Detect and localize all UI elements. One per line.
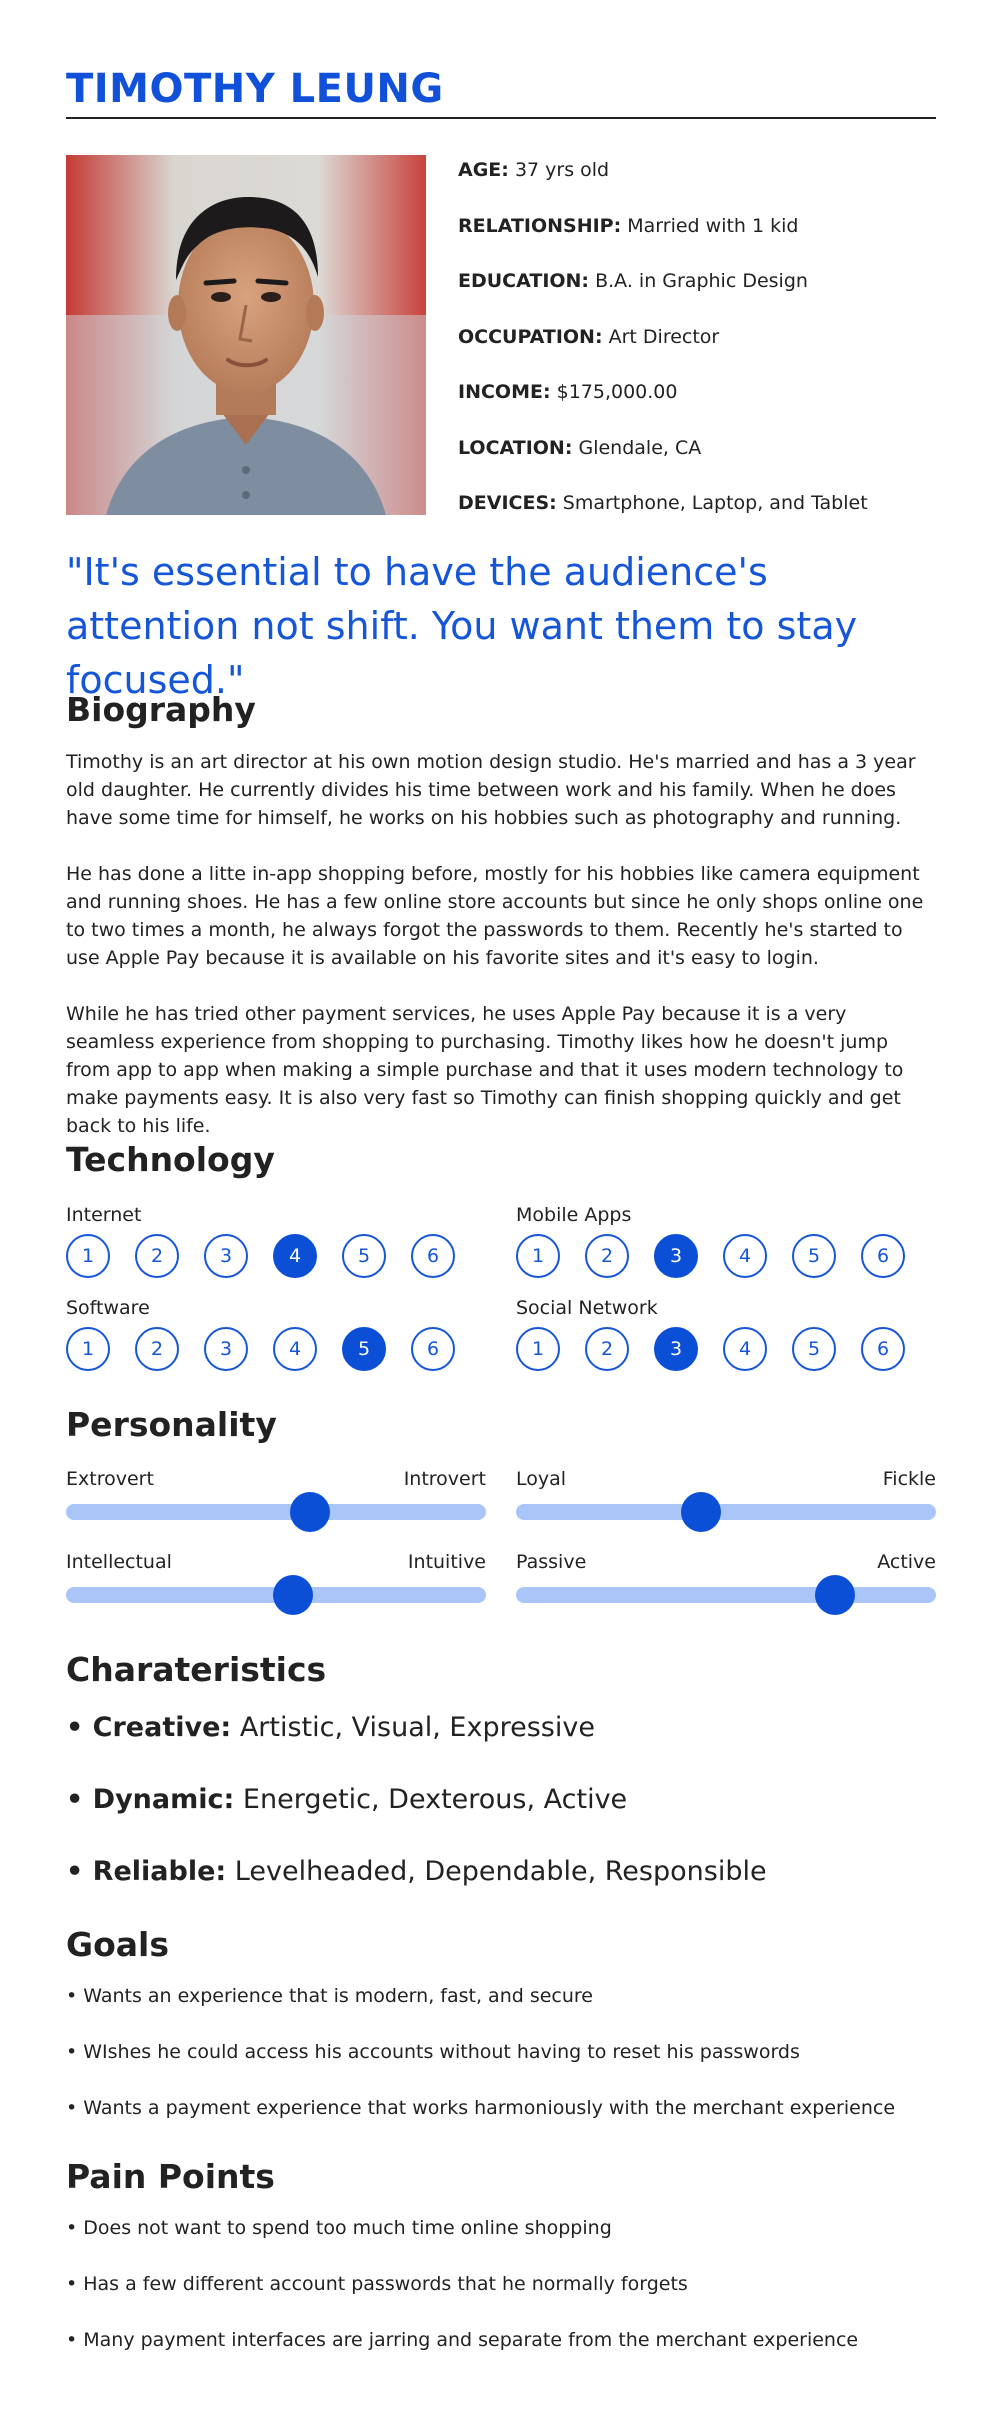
tech-social-network	[516, 1295, 936, 1371]
slider-extrovert-introvert	[66, 1466, 486, 1520]
tech-software	[66, 1295, 486, 1371]
fact-income	[458, 377, 936, 433]
rating-circle-6[interactable]: 6	[411, 1327, 455, 1371]
pain-point-item: • Has a few different account passwords that he normally forgets	[66, 2273, 688, 2295]
characteristic-value: Artistic, Visual, Expressive	[239, 1712, 595, 1743]
slider-knob[interactable]	[815, 1575, 855, 1615]
characteristic-item	[66, 1854, 767, 1890]
characteristic-item	[66, 1782, 627, 1818]
rating-scale	[516, 1234, 936, 1278]
persona-quote: "It's essential to have the audience's attention not shift. You want them to stay focused."	[66, 550, 858, 702]
slider-right-label: Intuitive	[407, 1551, 486, 1573]
characteristics-heading: Charateristics	[66, 1650, 327, 1689]
slider-track	[516, 1504, 936, 1520]
biography-paragraph: While he has tried other payment services, he uses Apple Pay because it is a very seamless experience from shopping to purchasing. Timothy likes how he doesn't jump from app to app when making a simple purchase and that it uses modern technology to make payments easy. It is also very fast so Timothy can finish shopping quickly and get back to his life.	[66, 1003, 904, 1137]
rating-circle-2[interactable]: 2	[585, 1234, 629, 1278]
goals-heading: Goals	[66, 1925, 169, 1964]
slider-left-label: Loyal	[516, 1468, 567, 1490]
rating-circle-5[interactable]: 5	[342, 1327, 386, 1371]
biography-text	[66, 748, 936, 1168]
fact-education	[458, 266, 936, 322]
goal-item: • Wants an experience that is modern, fast, and secure	[66, 1985, 593, 2007]
fact-value: Smartphone, Laptop, and Tablet	[562, 492, 868, 514]
rating-circle-4[interactable]: 4	[723, 1327, 767, 1371]
biography-paragraph: Timothy is an art director at his own motion design studio. He's married and has a 3 year old daughter. He currently divides his time between work and his family. When he does have some time for himself, he works on his hobbies such as photography and running.	[66, 751, 916, 829]
rating-circle-6[interactable]: 6	[411, 1234, 455, 1278]
tech-internet	[66, 1202, 486, 1278]
rating-circle-3[interactable]: 3	[654, 1234, 698, 1278]
slider-loyal-fickle	[516, 1466, 936, 1520]
characteristic-label: • Creative:	[66, 1712, 232, 1743]
fact-value: Married with 1 kid	[627, 214, 799, 237]
rating-circle-5[interactable]: 5	[342, 1234, 386, 1278]
rating-circle-4[interactable]: 4	[723, 1234, 767, 1278]
fact-label: OCCUPATION:	[458, 325, 603, 348]
slider-right-label: Introvert	[403, 1468, 486, 1490]
fact-devices	[458, 488, 936, 544]
persona-photo	[66, 155, 426, 515]
slider-left-label: Passive	[516, 1551, 587, 1573]
fact-age	[458, 155, 936, 211]
characteristic-value: Levelheaded, Dependable, Responsible	[234, 1856, 767, 1887]
pain-points-heading: Pain Points	[66, 2157, 275, 2196]
goal-item: • WIshes he could access his accounts without having to reset his passwords	[66, 2041, 800, 2063]
tech-mobile-apps	[516, 1202, 936, 1278]
slider-left-label: Intellectual	[66, 1551, 172, 1573]
fact-value: 37 yrs old	[514, 159, 610, 181]
personality-heading: Personality	[66, 1405, 277, 1444]
tech-label: Internet	[66, 1204, 142, 1226]
fact-label: INCOME:	[458, 381, 551, 403]
tech-label: Social Network	[516, 1297, 658, 1319]
rating-circle-3[interactable]: 3	[204, 1327, 248, 1371]
characteristic-item	[66, 1710, 595, 1746]
rating-scale	[66, 1327, 486, 1371]
rating-circle-6[interactable]: 6	[861, 1327, 905, 1371]
rating-circle-6[interactable]: 6	[861, 1234, 905, 1278]
rating-scale	[516, 1327, 936, 1371]
rating-circle-2[interactable]: 2	[135, 1327, 179, 1371]
slider-right-label: Fickle	[882, 1468, 936, 1490]
fact-label: DEVICES:	[458, 492, 557, 514]
fact-value: $175,000.00	[556, 381, 678, 403]
rating-circle-1[interactable]: 1	[516, 1327, 560, 1371]
tech-label: Software	[66, 1297, 150, 1319]
characteristic-label: • Dynamic:	[66, 1784, 235, 1815]
rating-circle-2[interactable]: 2	[135, 1234, 179, 1278]
tech-label: Mobile Apps	[516, 1204, 632, 1226]
slider-passive-active	[516, 1549, 936, 1603]
biography-paragraph: He has done a litte in-app shopping before, mostly for his hobbies like camera equipment and running shoes. He has a few online store accounts but since he only shops online one to two times a month, he always forgot the passwords to them. Recently he's started to use Apple Pay because it is available on his favorite sites and it's easy to login.	[66, 863, 924, 969]
fact-location	[458, 433, 936, 489]
title-divider	[66, 117, 936, 119]
rating-circle-1[interactable]: 1	[516, 1234, 560, 1278]
rating-circle-4[interactable]: 4	[273, 1327, 317, 1371]
fact-value: Art Director	[608, 325, 720, 348]
fact-label: RELATIONSHIP:	[458, 214, 622, 237]
slider-knob[interactable]	[290, 1492, 330, 1532]
characteristic-label: • Reliable:	[66, 1856, 227, 1887]
rating-circle-4[interactable]: 4	[273, 1234, 317, 1278]
slider-right-label: Active	[877, 1551, 936, 1573]
persona-portrait-image	[66, 155, 426, 515]
slider-knob[interactable]	[681, 1492, 721, 1532]
rating-circle-5[interactable]: 5	[792, 1234, 836, 1278]
technology-heading: Technology	[66, 1140, 275, 1179]
pain-point-item: • Many payment interfaces are jarring and separate from the merchant experience	[66, 2329, 859, 2351]
fact-relationship	[458, 211, 936, 267]
rating-circle-1[interactable]: 1	[66, 1234, 110, 1278]
fact-value: Glendale, CA	[578, 436, 702, 459]
slider-knob[interactable]	[273, 1575, 313, 1615]
fact-value: B.A. in Graphic Design	[595, 270, 808, 292]
persona-name: TIMOTHY LEUNG	[66, 66, 444, 112]
rating-circle-2[interactable]: 2	[585, 1327, 629, 1371]
slider-left-label: Extrovert	[66, 1468, 154, 1490]
characteristic-value: Energetic, Dexterous, Active	[242, 1784, 628, 1815]
fact-label: AGE:	[458, 159, 509, 181]
goal-item: • Wants a payment experience that works harmoniously with the merchant experience	[66, 2097, 896, 2119]
biography-heading: Biography	[66, 690, 256, 729]
fact-occupation	[458, 322, 936, 378]
fact-label: LOCATION:	[458, 436, 573, 459]
slider-track	[66, 1587, 486, 1603]
rating-circle-5[interactable]: 5	[792, 1327, 836, 1371]
slider-track	[66, 1504, 486, 1520]
rating-circle-1[interactable]: 1	[66, 1327, 110, 1371]
fact-label: EDUCATION:	[458, 270, 590, 292]
rating-circle-3[interactable]: 3	[654, 1327, 698, 1371]
slider-track	[516, 1587, 936, 1603]
pain-point-item: • Does not want to spend too much time online shopping	[66, 2217, 612, 2239]
rating-scale	[66, 1234, 486, 1278]
persona-facts	[458, 155, 936, 544]
slider-intellectual-intuitive	[66, 1549, 486, 1603]
rating-circle-3[interactable]: 3	[204, 1234, 248, 1278]
